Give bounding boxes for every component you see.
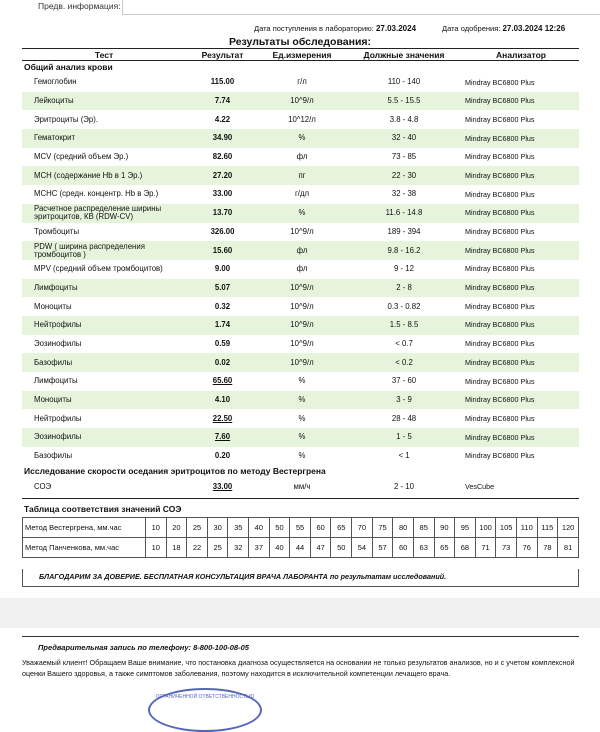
soe-cell: 110 <box>516 518 537 538</box>
test-analyzer: Mindray BC6800 Plus <box>463 129 579 148</box>
soe-cell: 32 <box>228 538 249 558</box>
test-analyzer: Mindray BC6800 Plus <box>465 77 535 87</box>
test-name: MPV (средний объем тромбоцитов) <box>34 264 163 274</box>
table-row <box>22 428 579 447</box>
test-unit: 10^12/л <box>288 114 316 124</box>
test-analyzer: Mindray BC6800 Plus <box>463 316 579 335</box>
soe-table <box>22 517 579 558</box>
received-date: Дата поступления в лабораторию: 27.03.2024 <box>254 24 417 33</box>
prev-info-label: Предв. информация: <box>38 1 121 11</box>
table-row <box>22 92 579 111</box>
soe-cell: 105 <box>496 518 517 538</box>
col-result: Результат <box>186 49 259 61</box>
soe-cell: 44 <box>290 538 311 558</box>
test-unit: г/дл <box>294 189 310 199</box>
test-result: 13.70 <box>186 204 259 223</box>
test-ref: 32 - 38 <box>391 189 417 199</box>
test-analyzer: Mindray BC6800 Plus <box>463 92 579 111</box>
test-name: PDW ( ширина распределения тромбоцитов ) <box>22 241 186 260</box>
test-analyzer: Mindray BC6800 Plus <box>465 376 535 386</box>
soe-cell: 85 <box>413 518 434 538</box>
test-name: СОЭ <box>34 481 52 491</box>
test-result: 7.60 <box>186 428 259 447</box>
test-name: Лейкоциты <box>22 92 186 111</box>
test-name: Базофилы <box>34 451 73 461</box>
test-result: 0.32 <box>214 301 231 311</box>
test-ref: < 0.2 <box>345 353 463 372</box>
table-row <box>22 260 579 279</box>
test-unit: 10^9/л <box>259 279 345 298</box>
test-analyzer: VesCube <box>465 481 495 491</box>
test-result: 33.00 <box>212 189 233 199</box>
test-result: 0.20 <box>214 451 231 461</box>
test-unit: % <box>298 451 306 461</box>
test-result: 4.22 <box>214 114 231 124</box>
test-ref: 73 - 85 <box>391 152 417 162</box>
soe-cell: 71 <box>475 538 496 558</box>
test-unit: г/л <box>297 77 307 87</box>
soe-cell: 65 <box>331 518 352 538</box>
soe-cell: 60 <box>393 538 414 558</box>
test-unit: 10^9/л <box>259 92 345 111</box>
soe-cell: 120 <box>558 518 579 538</box>
test-ref: 2 - 10 <box>394 481 414 491</box>
test-result: 0.02 <box>186 353 259 372</box>
test-result: 65.60 <box>212 376 233 386</box>
test-name: Моноциты <box>22 391 186 410</box>
test-result: 115.00 <box>210 77 235 87</box>
test-analyzer: Mindray BC6800 Plus <box>465 189 535 199</box>
soe-cell: 54 <box>352 538 373 558</box>
test-unit: % <box>259 428 345 447</box>
col-test: Тест <box>22 49 186 61</box>
test-name: MCH (содержание Hb в 1 Эр.) <box>22 166 186 185</box>
table-row <box>22 477 579 496</box>
soe-cell: 60 <box>310 518 331 538</box>
table-row <box>22 409 579 428</box>
test-ref: 1 - 5 <box>345 428 463 447</box>
test-name: Моноциты <box>34 301 72 311</box>
test-ref: 0.3 - 0.82 <box>387 301 421 311</box>
test-name: Нейтрофилы <box>22 316 186 335</box>
stamp-text: ОГРАНИЧЕННОЙ ОТВЕТСТВЕННОСТЬЮ <box>155 694 255 700</box>
test-result: 33.00 <box>212 481 233 491</box>
test-name: Лимфоциты <box>22 279 186 298</box>
table-row <box>22 241 579 260</box>
soe-cell: 10 <box>146 518 167 538</box>
test-ref: 22 - 30 <box>345 166 463 185</box>
test-unit: 10^9/л <box>290 226 314 236</box>
soe-cell: 55 <box>290 518 311 538</box>
soe-cell: 50 <box>331 538 352 558</box>
test-unit: мм/ч <box>293 481 311 491</box>
table-row <box>22 129 579 148</box>
test-name: Базофилы <box>22 353 186 372</box>
test-analyzer: Mindray BC6800 Plus <box>465 339 535 349</box>
section-esr: Исследование скорости оседания эритроцитов по методу Вестергрена <box>24 466 326 477</box>
soe-cell: 95 <box>455 518 476 538</box>
test-unit: 10^9/л <box>290 338 314 348</box>
test-analyzer: Mindray BC6800 Plus <box>463 241 579 260</box>
soe-cell: 50 <box>269 518 290 538</box>
soe-row-panchenkov <box>23 538 579 558</box>
test-ref: 189 - 394 <box>387 226 421 236</box>
test-name: MCHC (средн. концентр. Hb в Эр.) <box>34 189 159 199</box>
test-name: Гематокрит <box>22 129 186 148</box>
test-ref: 1.5 - 8.5 <box>345 316 463 335</box>
test-name: Эритроциты (Эр). <box>34 114 99 124</box>
soe-cell: 65 <box>434 538 455 558</box>
test-result: 5.07 <box>186 279 259 298</box>
test-result: 82.60 <box>212 152 233 162</box>
soe-row-westergren <box>23 518 579 538</box>
soe-cell: 73 <box>496 538 517 558</box>
test-analyzer: Mindray BC6800 Plus <box>465 264 535 274</box>
soe-cell: 81 <box>558 538 579 558</box>
test-result: 4.10 <box>186 391 259 410</box>
test-result: 1.74 <box>186 316 259 335</box>
lab-stamp <box>148 688 262 732</box>
soe-cell: 22 <box>187 538 208 558</box>
soe-cell: 115 <box>537 518 558 538</box>
soe-cell: 40 <box>249 518 270 538</box>
page-gap <box>0 598 600 628</box>
results-title: Результаты обследования: <box>228 36 372 48</box>
test-name: Лимфоциты <box>34 376 78 386</box>
test-unit: фл <box>296 264 308 274</box>
test-result: 7.74 <box>186 92 259 111</box>
test-ref: 9 - 12 <box>394 264 414 274</box>
test-unit: % <box>259 129 345 148</box>
test-analyzer: Mindray BC6800 Plus <box>465 227 535 237</box>
soe-cell: 18 <box>166 538 187 558</box>
table-row <box>22 223 579 242</box>
soe-cell: 68 <box>455 538 476 558</box>
test-name: Расчетное распределение ширины эритроцитов, КВ (RDW-CV) <box>22 204 186 223</box>
table-row <box>22 185 579 204</box>
test-result: 9.00 <box>214 264 231 274</box>
test-result: 22.50 <box>212 413 233 423</box>
soe-cell: 40 <box>269 538 290 558</box>
col-unit: Ед.измерения <box>259 49 345 61</box>
soe-row-label: Метод Панченкова, мм.час <box>23 538 146 558</box>
test-unit: % <box>259 204 345 223</box>
test-unit: 10^9/л <box>259 353 345 372</box>
test-analyzer: Mindray BC6800 Plus <box>463 204 579 223</box>
test-analyzer: Mindray BC6800 Plus <box>463 279 579 298</box>
prev-info-field <box>122 0 600 15</box>
soe-cell: 37 <box>249 538 270 558</box>
table-row <box>22 316 579 335</box>
test-ref: 9.8 - 16.2 <box>345 241 463 260</box>
col-analyzer: Анализатор <box>463 49 579 61</box>
test-analyzer: Mindray BC6800 Plus <box>463 353 579 372</box>
table-row <box>22 447 579 466</box>
soe-cell: 76 <box>516 538 537 558</box>
table-row <box>22 204 579 223</box>
test-ref: 32 - 40 <box>345 129 463 148</box>
soe-table-title: Таблица соответствия значений СОЭ <box>24 504 182 514</box>
test-unit: % <box>298 413 306 423</box>
soe-cell: 47 <box>310 538 331 558</box>
test-ref: < 1 <box>398 451 410 461</box>
test-analyzer: Mindray BC6800 Plus <box>465 152 535 162</box>
test-unit: 10^9/л <box>290 301 314 311</box>
soe-cell: 30 <box>207 518 228 538</box>
table-row <box>22 353 579 372</box>
test-ref: 3 - 9 <box>345 391 463 410</box>
approved-date: Дата одобрения: 27.03.2024 12:26 <box>442 24 566 33</box>
test-analyzer: Mindray BC6800 Plus <box>463 166 579 185</box>
table-row <box>22 391 579 410</box>
table-row <box>22 335 579 354</box>
test-ref: 11.6 - 14.8 <box>345 204 463 223</box>
test-ref: 2 - 8 <box>345 279 463 298</box>
test-unit: фл <box>259 241 345 260</box>
test-analyzer: Mindray BC6800 Plus <box>465 114 535 124</box>
test-unit: % <box>298 376 306 386</box>
results-header-row <box>22 49 579 61</box>
test-result: 15.60 <box>186 241 259 260</box>
soe-cell: 70 <box>352 518 373 538</box>
test-name: MCV (средний объем Эр.) <box>34 152 129 162</box>
test-unit: пг <box>259 166 345 185</box>
table-row <box>22 73 579 92</box>
test-ref: 28 - 48 <box>391 413 417 423</box>
soe-cell: 35 <box>228 518 249 538</box>
results-table <box>22 48 579 496</box>
test-name: Нейтрофилы <box>34 413 82 423</box>
table-row <box>22 372 579 391</box>
section-cbc: Общий анализ крови <box>24 62 113 72</box>
table-row <box>22 297 579 316</box>
test-result: 326.00 <box>210 226 235 236</box>
soe-cell: 78 <box>537 538 558 558</box>
soe-cell: 80 <box>393 518 414 538</box>
soe-cell: 90 <box>434 518 455 538</box>
test-ref: < 0.7 <box>395 338 413 348</box>
divider <box>22 498 579 499</box>
col-ref: Должные значения <box>345 49 463 61</box>
thanks-banner: БЛАГОДАРИМ ЗА ДОВЕРИЕ. БЕСПЛАТНАЯ КОНСУЛЬТАЦИЯ ВРАЧА ЛАБОРАНТА по результатам исследований. <box>22 569 579 587</box>
test-ref: 37 - 60 <box>391 376 417 386</box>
test-ref: 5.5 - 15.5 <box>345 92 463 111</box>
test-analyzer: Mindray BC6800 Plus <box>463 391 579 410</box>
test-analyzer: Mindray BC6800 Plus <box>465 451 535 461</box>
booking-line: Предварительная запись по телефону: 8-800-100-08-05 <box>22 636 579 652</box>
soe-cell: 25 <box>187 518 208 538</box>
test-ref: 3.8 - 4.8 <box>389 114 419 124</box>
test-analyzer: Mindray BC6800 Plus <box>465 301 535 311</box>
test-name: Тромбоциты <box>34 226 80 236</box>
soe-cell: 63 <box>413 538 434 558</box>
test-unit: фл <box>296 152 308 162</box>
test-name: Эозинофилы <box>22 428 186 447</box>
test-name: Эозинофилы <box>34 338 82 348</box>
test-analyzer: Mindray BC6800 Plus <box>463 428 579 447</box>
test-result: 27.20 <box>186 166 259 185</box>
soe-row-label: Метод Вестергрена, мм.час <box>23 518 146 538</box>
soe-cell: 57 <box>372 538 393 558</box>
soe-cell: 75 <box>372 518 393 538</box>
soe-cell: 25 <box>207 538 228 558</box>
table-row <box>22 279 579 298</box>
test-unit: % <box>259 391 345 410</box>
test-result: 0.59 <box>214 338 231 348</box>
soe-cell: 100 <box>475 518 496 538</box>
prev-info-bar <box>0 0 600 14</box>
table-row <box>22 148 579 167</box>
client-notice: Уважаемый клиент! Обращаем Ваше внимание, что постановка диагноза осуществляется на основании не только результатов анализов, но и с учетом комплексной оценки Вашего здоровья, а также симптомов заболевания, поэтому находится в исключительной компетенции лечащего врача. <box>22 658 575 678</box>
soe-cell: 20 <box>166 518 187 538</box>
test-result: 34.90 <box>186 129 259 148</box>
test-ref: 110 - 140 <box>387 77 421 87</box>
test-unit: 10^9/л <box>259 316 345 335</box>
test-analyzer: Mindray BC6800 Plus <box>465 413 535 423</box>
test-name: Гемоглобин <box>34 77 77 87</box>
table-row <box>22 110 579 129</box>
table-row <box>22 166 579 185</box>
soe-cell: 10 <box>146 538 167 558</box>
